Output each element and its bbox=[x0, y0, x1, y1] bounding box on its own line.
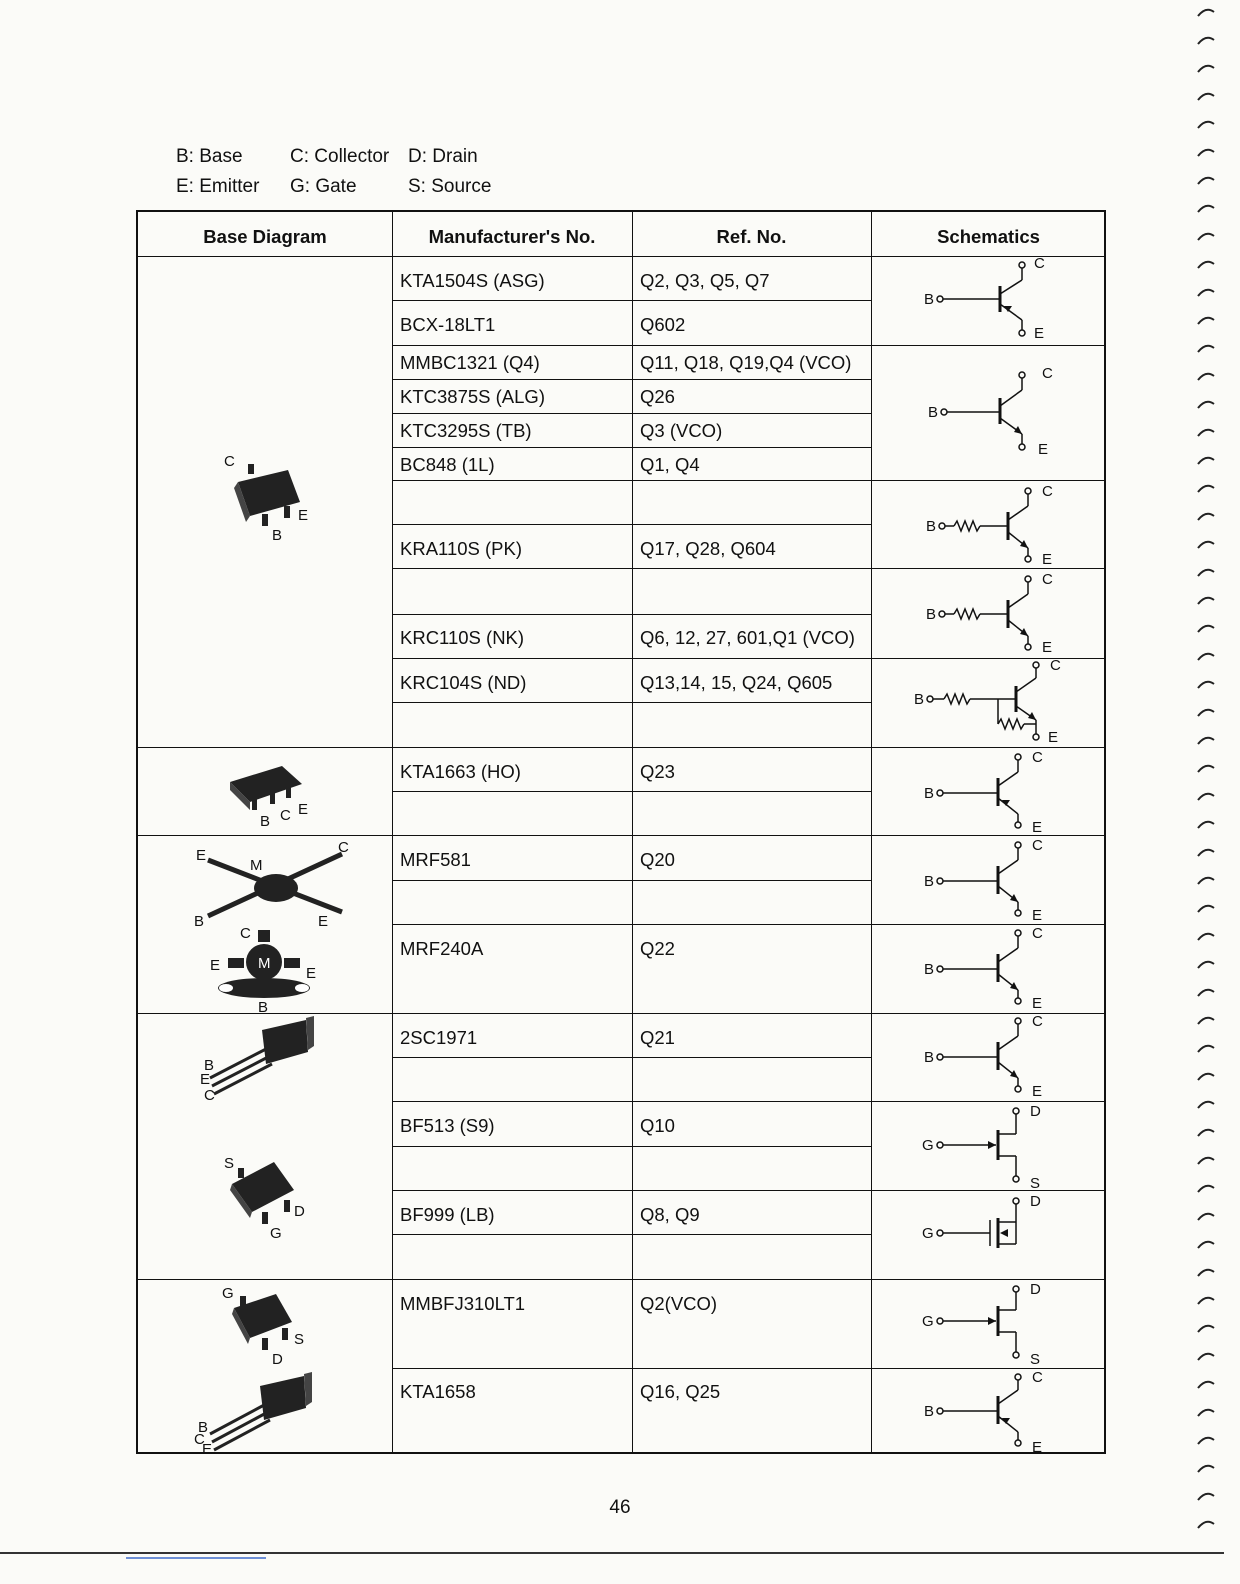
jfet-symbol-icon bbox=[918, 1102, 1098, 1190]
pin-label: D bbox=[294, 1203, 305, 1220]
binding-mark bbox=[1198, 430, 1214, 436]
sot23-fet-package-icon bbox=[218, 1154, 318, 1244]
sot23-package-icon bbox=[218, 452, 318, 547]
pin-label: B bbox=[924, 1049, 935, 1066]
binding-mark bbox=[1198, 1410, 1214, 1416]
mfr-cell: KTC3295S (TB) bbox=[400, 420, 532, 441]
ref-cell: Q10 bbox=[640, 1115, 675, 1136]
pin-label: S bbox=[1030, 1175, 1041, 1192]
pin-label: B bbox=[928, 404, 939, 421]
row-rule bbox=[392, 791, 871, 792]
transistor-table bbox=[136, 210, 1106, 1458]
binding-mark bbox=[1198, 290, 1214, 296]
binding-mark bbox=[1198, 1438, 1214, 1444]
header-manufacturer: Manufacturer's No. bbox=[428, 226, 596, 247]
binding-mark bbox=[1198, 906, 1214, 912]
pin-label: M bbox=[258, 955, 271, 972]
binding-mark bbox=[1198, 962, 1214, 968]
binding-mark bbox=[1198, 738, 1214, 744]
mfr-cell: 2SC1971 bbox=[400, 1027, 478, 1048]
ref-cell: Q23 bbox=[640, 761, 675, 782]
row-rule bbox=[392, 880, 871, 881]
ref-cell: Q22 bbox=[640, 938, 675, 959]
dual-gate-mosfet-symbol-icon bbox=[918, 1192, 1098, 1276]
binding-mark bbox=[1198, 486, 1214, 492]
mfr-cell: MMBFJ310LT1 bbox=[400, 1293, 526, 1314]
pin-label: C bbox=[1032, 925, 1043, 942]
pin-label: B bbox=[924, 873, 935, 890]
binding-mark bbox=[1198, 1382, 1214, 1388]
binding-mark bbox=[1198, 346, 1214, 352]
pin-label: E bbox=[1034, 325, 1045, 342]
mfr-cell: BC848 (1L) bbox=[400, 454, 495, 475]
npn-transistor-symbol-icon bbox=[918, 1012, 1098, 1100]
pin-label: C bbox=[224, 453, 235, 470]
binding-mark bbox=[1198, 178, 1214, 184]
pin-label: B bbox=[204, 1057, 215, 1074]
ref-cell: Q26 bbox=[640, 386, 675, 407]
row-rule bbox=[392, 1234, 871, 1235]
row-rule bbox=[392, 345, 1104, 346]
pin-label: S bbox=[294, 1331, 305, 1348]
pin-label: C bbox=[240, 925, 251, 942]
pin-label: B bbox=[260, 813, 271, 830]
macro-x-package-icon bbox=[190, 840, 360, 930]
ref-cell: Q17, Q28, Q604 bbox=[640, 538, 776, 559]
bottom-rule bbox=[0, 1552, 1224, 1554]
pin-label: E bbox=[1032, 995, 1043, 1012]
pin-label: B bbox=[272, 527, 283, 544]
npn-transistor-symbol-icon bbox=[918, 362, 1098, 462]
row-rule bbox=[392, 447, 871, 448]
npn-transistor-symbol-icon bbox=[918, 836, 1098, 924]
pin-label: B bbox=[194, 913, 205, 930]
to220-package-icon bbox=[196, 1370, 326, 1456]
pin-label: C bbox=[1050, 657, 1061, 674]
pin-label: C bbox=[1032, 749, 1043, 766]
ref-cell: Q2(VCO) bbox=[640, 1293, 718, 1314]
mfr-cell: BF513 (S9) bbox=[400, 1115, 495, 1136]
pin-label: D bbox=[1030, 1193, 1041, 1210]
legend-gate: G: Gate bbox=[290, 176, 357, 197]
binding-mark bbox=[1198, 878, 1214, 884]
digital-pnp-symbol-icon bbox=[918, 482, 1098, 568]
pin-label: C bbox=[338, 839, 349, 856]
binding-mark bbox=[1198, 1270, 1214, 1276]
binding-mark bbox=[1198, 822, 1214, 828]
binding-mark bbox=[1198, 206, 1214, 212]
binding-mark bbox=[1198, 626, 1214, 632]
pnp-transistor-symbol-icon bbox=[918, 1368, 1098, 1456]
header-base-diagram: Base Diagram bbox=[203, 226, 327, 247]
pin-label: B bbox=[926, 518, 937, 535]
pin-label: B bbox=[924, 1403, 935, 1420]
pin-label: E bbox=[202, 1441, 213, 1458]
pin-label: G bbox=[270, 1225, 282, 1242]
binding-mark bbox=[1198, 850, 1214, 856]
binding-mark bbox=[1198, 766, 1214, 772]
binding-mark bbox=[1198, 1466, 1214, 1472]
pin-label: B bbox=[914, 691, 925, 708]
legend-emitter: E: Emitter bbox=[176, 176, 260, 197]
binding-mark bbox=[1198, 1158, 1214, 1164]
binding-mark bbox=[1198, 1130, 1214, 1136]
row-rule bbox=[392, 1146, 871, 1147]
binding-mark bbox=[1198, 1522, 1214, 1528]
header-ref: Ref. No. bbox=[716, 226, 787, 247]
pin-label: S bbox=[224, 1155, 235, 1172]
mfr-cell: KTA1658 bbox=[400, 1381, 476, 1402]
binding-mark bbox=[1198, 94, 1214, 100]
binding-mark bbox=[1198, 66, 1214, 72]
pin-label: B bbox=[924, 785, 935, 802]
row-rule bbox=[392, 480, 1104, 481]
pin-label: E bbox=[318, 913, 329, 930]
binding-mark bbox=[1198, 1074, 1214, 1080]
pin-label: D bbox=[272, 1351, 283, 1368]
pin-label: E bbox=[1032, 819, 1043, 836]
binding-mark bbox=[1198, 682, 1214, 688]
binding-mark bbox=[1198, 318, 1214, 324]
pin-label: E bbox=[306, 965, 317, 982]
pin-label: E bbox=[1048, 729, 1059, 746]
pin-label: D bbox=[1030, 1281, 1041, 1298]
binding-mark bbox=[1198, 402, 1214, 408]
binding-mark bbox=[1198, 1298, 1214, 1304]
pin-label: E bbox=[1038, 441, 1049, 458]
jfet-symbol-icon bbox=[918, 1280, 1098, 1368]
row-rule bbox=[392, 1190, 1104, 1191]
ref-cell: Q21 bbox=[640, 1027, 675, 1048]
pin-label: M bbox=[250, 857, 263, 874]
legend-drain: D: Drain bbox=[408, 146, 478, 167]
mfr-cell: MRF581 bbox=[400, 849, 471, 870]
pin-label: C bbox=[194, 1431, 205, 1448]
pin-label: G bbox=[222, 1285, 234, 1302]
pin-label: C bbox=[1034, 255, 1045, 272]
mfr-cell: KRC110S (NK) bbox=[400, 627, 525, 648]
binding-mark bbox=[1198, 262, 1214, 268]
binding-mark bbox=[1198, 374, 1214, 380]
npn-transistor-symbol-icon bbox=[918, 924, 1098, 1012]
digital-npn-two-resistor-symbol-icon bbox=[908, 658, 1103, 746]
ref-cell: Q11, Q18, Q19,Q4 (VCO) bbox=[640, 352, 852, 373]
row-rule bbox=[392, 568, 1104, 569]
binding-mark bbox=[1198, 794, 1214, 800]
ref-cell: Q602 bbox=[640, 314, 686, 335]
binding-mark bbox=[1198, 1102, 1214, 1108]
binding-mark bbox=[1198, 458, 1214, 464]
row-rule bbox=[392, 524, 871, 525]
binding-mark bbox=[1198, 122, 1214, 128]
pin-label: C bbox=[1042, 571, 1053, 588]
binding-mark bbox=[1198, 1018, 1214, 1024]
pnp-transistor-symbol-icon bbox=[918, 748, 1098, 836]
legend-collector: C: Collector bbox=[290, 146, 390, 167]
row-rule bbox=[392, 614, 871, 615]
row-rule bbox=[392, 413, 871, 414]
mfr-cell: MMBC1321 (Q4) bbox=[400, 352, 540, 373]
pin-label: G bbox=[922, 1225, 934, 1242]
binding-marks bbox=[1184, 0, 1224, 1584]
flange-package-icon bbox=[202, 922, 332, 1014]
binding-mark bbox=[1198, 710, 1214, 716]
binding-mark bbox=[1198, 1326, 1214, 1332]
pin-label: E bbox=[1032, 907, 1043, 924]
pin-label: C bbox=[1032, 1013, 1043, 1030]
to220-package-icon bbox=[196, 1012, 326, 1104]
pin-label: E bbox=[298, 801, 309, 818]
mfr-cell: KTA1663 (HO) bbox=[400, 761, 521, 782]
binding-mark bbox=[1198, 1214, 1214, 1220]
header-schematics: Schematics bbox=[937, 226, 1040, 247]
pin-label: E bbox=[298, 507, 309, 524]
pin-label: E bbox=[196, 847, 207, 864]
mfr-cell: BCX-18LT1 bbox=[400, 314, 496, 335]
legend-base: B: Base bbox=[176, 146, 243, 167]
mfr-cell: KRC104S (ND) bbox=[400, 672, 527, 693]
binding-mark bbox=[1198, 934, 1214, 940]
row-rule bbox=[392, 379, 871, 380]
pin-label: D bbox=[1030, 1103, 1041, 1120]
pin-label: E bbox=[210, 957, 221, 974]
pin-label: B bbox=[258, 999, 269, 1016]
row-rule bbox=[392, 300, 871, 301]
pin-label: C bbox=[1032, 837, 1043, 854]
binding-mark bbox=[1198, 542, 1214, 548]
col-divider bbox=[392, 212, 393, 1452]
sot23-jfet-package-icon bbox=[218, 1284, 318, 1368]
mfr-cell: KRA110S (PK) bbox=[400, 538, 523, 559]
ref-cell: Q3 (VCO) bbox=[640, 420, 723, 441]
col-divider bbox=[632, 212, 633, 1452]
bottom-blue-rule bbox=[126, 1557, 266, 1559]
binding-mark bbox=[1198, 514, 1214, 520]
row-rule bbox=[392, 702, 871, 703]
row-rule bbox=[392, 1057, 871, 1058]
ref-cell: Q13,14, 15, Q24, Q605 bbox=[640, 672, 833, 693]
pin-label: C bbox=[204, 1087, 215, 1104]
pin-label: C bbox=[280, 807, 291, 824]
pin-label: E bbox=[1042, 639, 1053, 656]
binding-mark bbox=[1198, 234, 1214, 240]
pin-label: S bbox=[1030, 1351, 1041, 1368]
mfr-cell: KTC3875S (ALG) bbox=[400, 386, 545, 407]
pin-label: B bbox=[198, 1419, 209, 1436]
binding-mark bbox=[1198, 570, 1214, 576]
pin-label: B bbox=[924, 961, 935, 978]
binding-mark bbox=[1198, 1046, 1214, 1052]
pin-label: G bbox=[922, 1313, 934, 1330]
pnp-transistor-symbol-icon bbox=[918, 256, 1098, 344]
mfr-cell: BF999 (LB) bbox=[400, 1204, 495, 1225]
mfr-cell: KTA1504S (ASG) bbox=[400, 270, 545, 291]
ref-cell: Q6, 12, 27, 601,Q1 (VCO) bbox=[640, 627, 855, 648]
pin-label: E bbox=[1032, 1083, 1043, 1100]
binding-mark bbox=[1198, 654, 1214, 660]
pin-label: C bbox=[1042, 483, 1053, 500]
mfr-cell: MRF240A bbox=[400, 938, 484, 959]
digital-npn-symbol-icon bbox=[918, 570, 1098, 656]
binding-mark bbox=[1198, 1186, 1214, 1192]
binding-mark bbox=[1198, 598, 1214, 604]
binding-mark bbox=[1198, 38, 1214, 44]
binding-marks-group bbox=[1198, 10, 1214, 1528]
binding-mark bbox=[1198, 1242, 1214, 1248]
ref-cell: Q2, Q3, Q5, Q7 bbox=[640, 270, 770, 291]
pin-label: B bbox=[926, 606, 937, 623]
pin-label: E bbox=[1042, 551, 1053, 568]
legend-source: S: Source bbox=[408, 176, 492, 197]
binding-mark bbox=[1198, 150, 1214, 156]
page-number: 46 bbox=[609, 1497, 631, 1518]
pin-label: G bbox=[922, 1137, 934, 1154]
ref-cell: Q1, Q4 bbox=[640, 454, 700, 475]
ref-cell: Q16, Q25 bbox=[640, 1381, 721, 1402]
sot89-package-icon bbox=[222, 752, 322, 832]
binding-mark bbox=[1198, 990, 1214, 996]
pin-label: E bbox=[1032, 1439, 1043, 1456]
pin-label: E bbox=[200, 1071, 211, 1088]
col-divider bbox=[871, 212, 872, 1452]
ref-cell: Q8, Q9 bbox=[640, 1204, 700, 1225]
pin-label: C bbox=[1032, 1369, 1043, 1386]
binding-mark bbox=[1198, 10, 1214, 16]
binding-mark bbox=[1198, 1354, 1214, 1360]
ref-cell: Q20 bbox=[640, 849, 675, 870]
pin-label: C bbox=[1042, 365, 1053, 382]
pin-label: B bbox=[924, 291, 935, 308]
